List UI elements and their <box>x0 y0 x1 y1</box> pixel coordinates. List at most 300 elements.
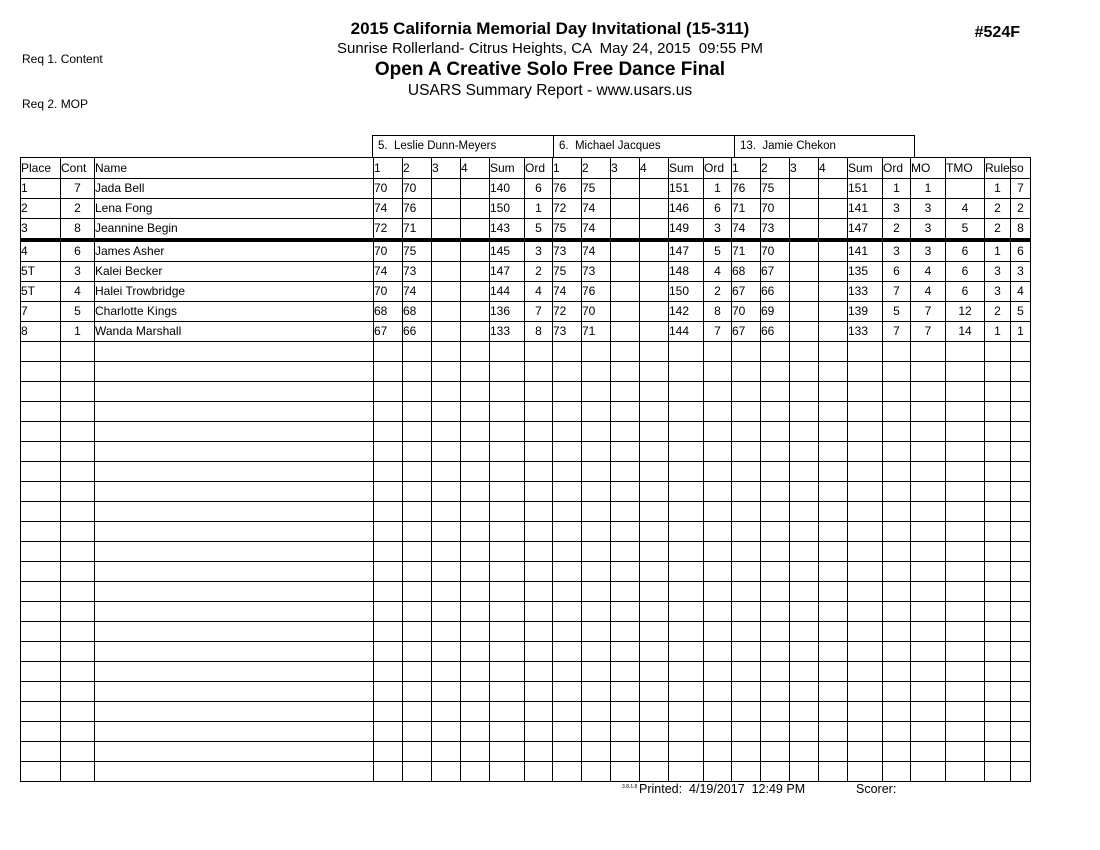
cell-place <box>21 382 61 402</box>
header-cont: Cont <box>61 158 95 179</box>
cell-judge2-score1 <box>553 542 582 562</box>
cell-judge1-score2 <box>403 362 432 382</box>
cell-judge3-score4 <box>819 542 848 562</box>
cell-judge2-sum <box>669 622 704 642</box>
cell-judge1-ord <box>525 762 553 782</box>
cell-judge2-score4 <box>640 402 669 422</box>
cell-judge3-score4 <box>819 422 848 442</box>
cell-judge1-ord <box>525 502 553 522</box>
cell-judge1-score2: 71 <box>403 219 432 241</box>
cell-so <box>1011 502 1031 522</box>
empty-table-row <box>21 702 1031 722</box>
cell-judge3-score1 <box>732 722 761 742</box>
cell-cont: 5 <box>61 302 95 322</box>
cell-judge3-score2: 70 <box>761 240 790 262</box>
empty-table-row <box>21 422 1031 442</box>
cell-judge1-score1 <box>374 442 403 462</box>
cell-judge1-score2 <box>403 462 432 482</box>
empty-table-row <box>21 562 1031 582</box>
cell-judge1-score3 <box>432 219 461 241</box>
cell-judge2-score2 <box>582 382 611 402</box>
header-judge3-ord: Ord <box>883 158 911 179</box>
cell-judge1-ord: 1 <box>525 199 553 219</box>
header-judge2-4: 4 <box>640 158 669 179</box>
header-mo: MO <box>911 158 946 179</box>
cell-judge1-score4 <box>461 262 490 282</box>
cell-judge3-sum <box>848 442 883 462</box>
cell-mo <box>911 742 946 762</box>
cell-judge2-ord: 7 <box>704 322 732 342</box>
cell-judge1-score1 <box>374 762 403 782</box>
table-row <box>21 219 1031 241</box>
cell-judge3-score3 <box>790 322 819 342</box>
cell-cont <box>61 502 95 522</box>
cell-rule <box>985 542 1011 562</box>
cell-judge1-score4 <box>461 742 490 762</box>
cell-tmo: 6 <box>946 240 985 262</box>
cell-judge3-score1: 67 <box>732 282 761 302</box>
cell-name: Wanda Marshall <box>95 322 374 342</box>
cell-judge1-sum: 136 <box>490 302 525 322</box>
cell-place <box>21 742 61 762</box>
cell-rule <box>985 462 1011 482</box>
cell-cont <box>61 742 95 762</box>
cell-tmo <box>946 582 985 602</box>
cell-mo <box>911 562 946 582</box>
cell-judge1-score4 <box>461 762 490 782</box>
cell-judge2-sum <box>669 362 704 382</box>
cell-judge3-score4 <box>819 762 848 782</box>
cell-judge3-ord <box>883 522 911 542</box>
cell-judge1-ord <box>525 602 553 622</box>
cell-judge3-score3 <box>790 642 819 662</box>
cell-judge2-score3 <box>611 522 640 542</box>
empty-table-row <box>21 622 1031 642</box>
cell-judge2-score2 <box>582 722 611 742</box>
cell-judge3-ord <box>883 762 911 782</box>
cell-tmo <box>946 482 985 502</box>
empty-table-row <box>21 542 1031 562</box>
cell-mo <box>911 422 946 442</box>
cell-judge3-score4 <box>819 240 848 262</box>
cell-judge1-sum <box>490 362 525 382</box>
scorer-label: Scorer: <box>856 782 897 796</box>
cell-rule <box>985 482 1011 502</box>
cell-judge2-score1 <box>553 522 582 542</box>
cell-mo <box>911 542 946 562</box>
title-block <box>0 19 1100 100</box>
cell-judge1-score4 <box>461 502 490 522</box>
cell-judge2-ord: 2 <box>704 282 732 302</box>
cell-name <box>95 642 374 662</box>
cell-judge1-ord: 4 <box>525 282 553 302</box>
cell-judge2-score3 <box>611 622 640 642</box>
cell-judge2-score4 <box>640 742 669 762</box>
cell-judge1-score4 <box>461 199 490 219</box>
cell-judge2-score4 <box>640 622 669 642</box>
cell-judge1-sum <box>490 622 525 642</box>
cell-tmo <box>946 622 985 642</box>
cell-judge3-score4 <box>819 402 848 422</box>
cell-judge2-score2 <box>582 642 611 662</box>
cell-tmo <box>946 642 985 662</box>
cell-place <box>21 702 61 722</box>
cell-judge2-score4 <box>640 240 669 262</box>
cell-judge1-score2 <box>403 682 432 702</box>
cell-judge1-score1 <box>374 582 403 602</box>
cell-judge3-score2 <box>761 622 790 642</box>
cell-judge1-score1 <box>374 502 403 522</box>
cell-so <box>1011 482 1031 502</box>
judge-header-2: 6. Michael Jacques <box>553 135 734 158</box>
cell-judge1-score1 <box>374 542 403 562</box>
cell-cont <box>61 422 95 442</box>
cell-tmo <box>946 402 985 422</box>
cell-judge2-score3 <box>611 282 640 302</box>
cell-judge1-score3 <box>432 522 461 542</box>
cell-judge2-score3 <box>611 562 640 582</box>
header-judge2-ord: Ord <box>704 158 732 179</box>
cell-cont: 6 <box>61 240 95 262</box>
table-row <box>21 282 1031 302</box>
cell-judge3-ord <box>883 542 911 562</box>
cell-judge3-score1: 71 <box>732 199 761 219</box>
cell-judge1-score3 <box>432 582 461 602</box>
cell-judge3-score3 <box>790 722 819 742</box>
cell-judge2-score3 <box>611 682 640 702</box>
cell-judge2-sum <box>669 602 704 622</box>
cell-tmo <box>946 502 985 522</box>
cell-judge3-score3 <box>790 682 819 702</box>
cell-tmo <box>946 562 985 582</box>
cell-cont <box>61 542 95 562</box>
cell-judge1-score1 <box>374 742 403 762</box>
cell-judge3-score3 <box>790 219 819 241</box>
cell-judge2-score4 <box>640 722 669 742</box>
cell-judge3-sum <box>848 662 883 682</box>
cell-judge2-ord <box>704 382 732 402</box>
cell-judge2-ord <box>704 502 732 522</box>
header-judge2-sum: Sum <box>669 158 704 179</box>
cell-judge3-score4 <box>819 342 848 362</box>
cell-judge2-sum: 151 <box>669 179 704 199</box>
cell-name <box>95 402 374 422</box>
cell-judge1-score2: 66 <box>403 322 432 342</box>
cell-judge2-score1: 75 <box>553 219 582 241</box>
cell-rule <box>985 522 1011 542</box>
cell-judge1-ord <box>525 642 553 662</box>
cell-judge1-score4 <box>461 282 490 302</box>
cell-judge2-sum <box>669 742 704 762</box>
cell-place <box>21 662 61 682</box>
cell-judge1-score1 <box>374 482 403 502</box>
cell-judge3-score3 <box>790 262 819 282</box>
cell-judge2-sum <box>669 442 704 462</box>
cell-so <box>1011 722 1031 742</box>
cell-judge1-sum <box>490 702 525 722</box>
cell-so <box>1011 702 1031 722</box>
cell-judge1-ord: 5 <box>525 219 553 241</box>
cell-judge1-sum <box>490 462 525 482</box>
cell-rule <box>985 702 1011 722</box>
cell-judge3-score2 <box>761 442 790 462</box>
cell-name: Lena Fong <box>95 199 374 219</box>
cell-judge3-score3 <box>790 382 819 402</box>
empty-table-row <box>21 762 1031 782</box>
cell-judge2-score1 <box>553 602 582 622</box>
cell-tmo <box>946 662 985 682</box>
cell-judge2-score2 <box>582 762 611 782</box>
cell-cont: 1 <box>61 322 95 342</box>
cell-judge2-score4 <box>640 482 669 502</box>
cell-judge3-score4 <box>819 442 848 462</box>
cell-judge3-score4 <box>819 219 848 241</box>
cell-judge1-score3 <box>432 642 461 662</box>
cell-mo: 4 <box>911 282 946 302</box>
cell-judge2-sum <box>669 682 704 702</box>
cell-judge3-score1: 74 <box>732 219 761 241</box>
cell-judge2-score1: 75 <box>553 262 582 282</box>
cell-judge3-score1 <box>732 742 761 762</box>
cell-place <box>21 422 61 442</box>
cell-judge1-score3 <box>432 322 461 342</box>
cell-mo <box>911 702 946 722</box>
cell-judge3-score3 <box>790 282 819 302</box>
cell-judge3-sum: 147 <box>848 219 883 241</box>
cell-judge3-sum <box>848 642 883 662</box>
cell-name <box>95 602 374 622</box>
cell-name <box>95 562 374 582</box>
cell-judge2-score1: 76 <box>553 179 582 199</box>
cell-judge1-ord <box>525 542 553 562</box>
empty-table-row <box>21 462 1031 482</box>
cell-judge1-score1: 74 <box>374 262 403 282</box>
cell-judge3-score1 <box>732 642 761 662</box>
cell-judge1-score4 <box>461 302 490 322</box>
cell-mo <box>911 442 946 462</box>
cell-judge1-score1: 67 <box>374 322 403 342</box>
cell-judge1-sum: 140 <box>490 179 525 199</box>
cell-judge1-ord <box>525 462 553 482</box>
cell-judge2-score4 <box>640 502 669 522</box>
cell-judge2-score1 <box>553 562 582 582</box>
cell-mo <box>911 522 946 542</box>
cell-tmo <box>946 682 985 702</box>
cell-rule <box>985 682 1011 702</box>
cell-tmo <box>946 542 985 562</box>
cell-mo: 3 <box>911 240 946 262</box>
cell-judge3-score4 <box>819 682 848 702</box>
cell-judge1-score3 <box>432 762 461 782</box>
cell-judge1-sum: 150 <box>490 199 525 219</box>
cell-name: Jeannine Begin <box>95 219 374 241</box>
cell-judge2-score4 <box>640 682 669 702</box>
cell-cont <box>61 402 95 422</box>
cell-judge3-sum: 141 <box>848 240 883 262</box>
cell-judge2-score4 <box>640 562 669 582</box>
cell-place <box>21 522 61 542</box>
cell-judge1-score3 <box>432 302 461 322</box>
cell-judge3-sum <box>848 622 883 642</box>
header-rule: Rule <box>985 158 1011 179</box>
cell-name <box>95 362 374 382</box>
cell-judge1-ord <box>525 362 553 382</box>
cell-judge3-ord <box>883 742 911 762</box>
empty-table-row <box>21 662 1031 682</box>
cell-judge1-score1: 70 <box>374 240 403 262</box>
cell-judge3-ord <box>883 422 911 442</box>
cell-judge1-score3 <box>432 362 461 382</box>
cell-judge2-score3 <box>611 602 640 622</box>
cell-judge1-ord <box>525 422 553 442</box>
cell-judge2-score2: 74 <box>582 199 611 219</box>
cell-judge1-score3 <box>432 602 461 622</box>
judge-header-1: 5. Leslie Dunn-Meyers <box>372 135 553 158</box>
cell-so <box>1011 662 1031 682</box>
venue-date-line: Sunrise Rollerland- Citrus Heights, CA May 24, 2015 09:55 PM <box>336 40 764 57</box>
cell-judge3-ord <box>883 562 911 582</box>
cell-judge3-score3 <box>790 179 819 199</box>
competition-title: 2015 California Memorial Day Invitational (15-311) <box>350 19 750 38</box>
cell-name: Kalei Becker <box>95 262 374 282</box>
cell-judge1-score1: 72 <box>374 219 403 241</box>
cell-judge1-score1: 68 <box>374 302 403 322</box>
cell-judge3-score1 <box>732 482 761 502</box>
cell-judge1-sum <box>490 382 525 402</box>
cell-tmo: 6 <box>946 282 985 302</box>
cell-judge1-sum <box>490 762 525 782</box>
cell-cont: 4 <box>61 282 95 302</box>
cell-judge3-score3 <box>790 502 819 522</box>
cell-place: 7 <box>21 302 61 322</box>
cell-so <box>1011 362 1031 382</box>
cell-judge2-ord <box>704 462 732 482</box>
cell-judge1-ord <box>525 522 553 542</box>
printed-label: Printed: <box>639 782 683 796</box>
header-place: Place <box>21 158 61 179</box>
cell-judge2-score1: 73 <box>553 240 582 262</box>
cell-judge3-score2: 75 <box>761 179 790 199</box>
cell-judge3-score2: 66 <box>761 322 790 342</box>
cell-judge1-score1 <box>374 722 403 742</box>
cell-judge2-ord: 1 <box>704 179 732 199</box>
cell-judge3-score4 <box>819 602 848 622</box>
cell-judge2-ord <box>704 622 732 642</box>
cell-judge1-sum <box>490 542 525 562</box>
header-judge3-3: 3 <box>790 158 819 179</box>
table-row <box>21 302 1031 322</box>
cell-place: 5T <box>21 262 61 282</box>
cell-judge2-score2: 75 <box>582 179 611 199</box>
cell-judge1-sum <box>490 342 525 362</box>
cell-judge2-ord <box>704 582 732 602</box>
cell-name <box>95 742 374 762</box>
cell-judge3-sum <box>848 342 883 362</box>
cell-judge2-score1 <box>553 382 582 402</box>
cell-judge1-score4 <box>461 322 490 342</box>
cell-mo <box>911 622 946 642</box>
cell-judge1-ord: 8 <box>525 322 553 342</box>
header-name: Name <box>95 158 374 179</box>
cell-judge3-ord <box>883 722 911 742</box>
empty-table-row <box>21 362 1031 382</box>
header-judge2-2: 2 <box>582 158 611 179</box>
cell-judge2-sum <box>669 702 704 722</box>
cell-judge1-sum <box>490 662 525 682</box>
cell-tmo <box>946 722 985 742</box>
cell-judge3-sum: 139 <box>848 302 883 322</box>
cell-judge3-score1: 71 <box>732 240 761 262</box>
cell-judge2-ord <box>704 602 732 622</box>
cell-judge1-score2 <box>403 522 432 542</box>
cell-judge3-score2 <box>761 682 790 702</box>
cell-name <box>95 522 374 542</box>
cell-judge3-score3 <box>790 742 819 762</box>
cell-judge1-score3 <box>432 402 461 422</box>
cell-judge2-score1 <box>553 442 582 462</box>
cell-judge1-score4 <box>461 682 490 702</box>
cell-judge2-score4 <box>640 602 669 622</box>
cell-so: 1 <box>1011 322 1031 342</box>
cell-judge3-score2: 69 <box>761 302 790 322</box>
cell-judge3-ord: 2 <box>883 219 911 241</box>
cell-judge1-ord <box>525 662 553 682</box>
cell-place <box>21 362 61 382</box>
cell-judge3-score4 <box>819 642 848 662</box>
cell-mo <box>911 662 946 682</box>
cell-mo <box>911 362 946 382</box>
cell-judge1-score1 <box>374 662 403 682</box>
header-judge3-1: 1 <box>732 158 761 179</box>
cell-name <box>95 482 374 502</box>
cell-tmo: 6 <box>946 262 985 282</box>
cell-judge1-sum <box>490 582 525 602</box>
cell-judge2-score2: 74 <box>582 240 611 262</box>
cell-rule: 1 <box>985 240 1011 262</box>
cell-judge1-score2 <box>403 622 432 642</box>
cell-judge2-sum <box>669 662 704 682</box>
cell-judge3-ord: 7 <box>883 322 911 342</box>
cell-judge2-sum: 148 <box>669 262 704 282</box>
cell-judge1-score1: 74 <box>374 199 403 219</box>
cell-judge3-score2 <box>761 362 790 382</box>
cell-so <box>1011 682 1031 702</box>
cell-judge2-sum: 150 <box>669 282 704 302</box>
cell-judge3-score4 <box>819 282 848 302</box>
cell-judge3-ord <box>883 482 911 502</box>
cell-judge3-score1 <box>732 702 761 722</box>
cell-judge2-score2: 71 <box>582 322 611 342</box>
cell-judge2-sum <box>669 722 704 742</box>
cell-judge1-score4 <box>461 362 490 382</box>
header-judge1-3: 3 <box>432 158 461 179</box>
cell-judge2-ord <box>704 522 732 542</box>
cell-judge2-score1: 73 <box>553 322 582 342</box>
cell-cont <box>61 622 95 642</box>
cell-tmo: 12 <box>946 302 985 322</box>
header-judge3-2: 2 <box>761 158 790 179</box>
cell-judge1-ord: 7 <box>525 302 553 322</box>
cell-judge3-score4 <box>819 362 848 382</box>
cell-judge2-score3 <box>611 722 640 742</box>
cell-judge3-sum <box>848 762 883 782</box>
cell-judge3-ord <box>883 342 911 362</box>
cell-judge3-sum <box>848 722 883 742</box>
cell-tmo <box>946 762 985 782</box>
empty-table-row <box>21 722 1031 742</box>
cell-judge1-score4 <box>461 462 490 482</box>
cell-judge2-sum <box>669 762 704 782</box>
